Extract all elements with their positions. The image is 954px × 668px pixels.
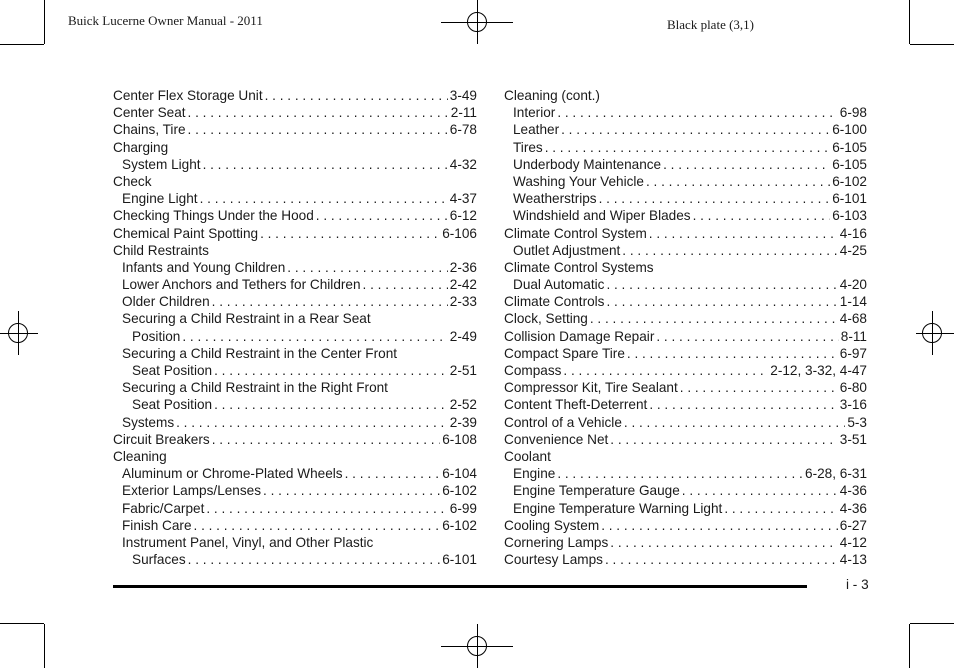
index-entry (504, 173, 867, 190)
index-entry-page: 6-106 (442, 225, 477, 241)
index-entry (504, 259, 867, 276)
header-plate-label: Black plate (3,1) (667, 17, 754, 32)
index-entry-page: 2-33 (449, 294, 477, 310)
index-entry (504, 345, 867, 362)
index-entry (113, 121, 477, 138)
dot-leader (606, 276, 837, 293)
dot-leader (214, 362, 448, 379)
index-entry-term: Interior (513, 105, 556, 121)
index-entry-term: Engine Light (122, 191, 198, 207)
dot-leader (563, 362, 768, 379)
dot-leader (316, 207, 448, 224)
index-entry (504, 482, 867, 499)
index-entry-term: Seat Position (132, 397, 213, 413)
index-entry (113, 87, 477, 104)
dot-leader (627, 345, 838, 362)
index-entry-page: 6-102 (442, 517, 477, 533)
index-entry-term: Circuit Breakers (113, 431, 210, 447)
index-entry-term: Chemical Paint Spotting (113, 225, 259, 241)
index-column-right (504, 87, 867, 568)
dot-leader (680, 379, 838, 396)
index-entry-term: Outlet Adjustment (513, 242, 621, 258)
index-entry-page: 2-12, 3-32, 4-47 (770, 363, 867, 378)
dot-leader (624, 414, 845, 431)
index-entry-term: Courtesy Lamps (504, 552, 603, 568)
dot-leader (345, 465, 441, 482)
index-entry (504, 328, 867, 345)
index-entry-term: Cleaning (cont.) (504, 88, 600, 103)
index-entry (113, 551, 477, 568)
index-entry-page: 2-11 (450, 105, 477, 121)
index-entry-page: 6-27 (839, 517, 867, 533)
index-entry-term: Center Flex Storage Unit (113, 88, 263, 103)
dot-leader (663, 156, 830, 173)
index-entry-term: Engine (513, 466, 556, 482)
index-entry-term: Fabric/Carpet (122, 500, 205, 516)
index-entry-term: Checking Things Under the Hood (113, 208, 314, 224)
dot-leader (557, 104, 837, 121)
dot-leader (601, 517, 838, 534)
index-entry (504, 310, 867, 327)
index-entry-term: Surfaces (132, 552, 186, 568)
index-entry (504, 276, 867, 293)
index-entry-page: 4-16 (839, 225, 867, 241)
dot-leader (649, 225, 838, 242)
index-entry-page: 4-36 (839, 500, 867, 516)
index-entry-term: Aluminum or Chrome-Plated Wheels (122, 466, 343, 482)
index-entry-page: 4-36 (839, 483, 867, 499)
index-entry (504, 396, 867, 413)
index-entry-page: 4-20 (839, 277, 867, 293)
index-entry-term: Cleaning (113, 448, 167, 464)
index-entry (113, 190, 477, 207)
dot-leader (263, 482, 440, 499)
dot-leader (194, 517, 441, 534)
index-entry-term: Tires (513, 139, 543, 155)
index-entry (113, 431, 477, 448)
dot-leader (693, 207, 831, 224)
index-entry-term: Climate Controls (504, 294, 605, 310)
index-entry (504, 500, 867, 517)
index-entry (113, 293, 477, 310)
index-entry-term: Charging (113, 139, 169, 155)
index-entry-page: 2-49 (449, 328, 477, 344)
index-entry-term: Content Theft-Deterrent (504, 397, 648, 413)
index-entry-term: Cornering Lamps (504, 534, 609, 550)
dot-leader (606, 293, 837, 310)
index-entry (113, 517, 477, 534)
index-entry-page: 6-80 (839, 380, 867, 396)
index-entry-term: Systems (122, 414, 175, 430)
index-entry-page: 6-108 (442, 431, 477, 447)
dot-leader (646, 173, 830, 190)
index-entry-page: 6-100 (832, 122, 867, 138)
index-entry-page: 4-12 (839, 534, 867, 550)
index-entry (113, 396, 477, 413)
index-entry-page: 6-102 (832, 173, 867, 189)
index-entry-page: 6-105 (832, 139, 867, 155)
index-entry (113, 328, 477, 345)
index-entry (113, 414, 477, 431)
index-entry-term: Securing a Child Restraint in the Right Front (122, 380, 388, 396)
dot-leader (622, 242, 837, 259)
index-entry-term: Collision Damage Repair (504, 328, 655, 344)
dot-leader (561, 121, 830, 138)
dot-leader (287, 259, 448, 276)
index-entry-term: Compact Spare Tire (504, 345, 625, 361)
page-number: i - 3 (846, 577, 869, 592)
index-entry-term: Washing Your Vehicle (513, 173, 644, 189)
dot-leader (212, 293, 448, 310)
index-entry (113, 139, 477, 156)
index-entry (504, 534, 867, 551)
index-entry (113, 500, 477, 517)
index-entry (113, 482, 477, 499)
footer-rule (113, 585, 807, 588)
dot-leader (188, 121, 448, 138)
index-entry-term: Underbody Maintenance (513, 156, 662, 172)
index-entry-term: Climate Control Systems (504, 259, 654, 275)
dot-leader (656, 328, 838, 345)
index-entry-term: Engine Temperature Warning Light (513, 500, 723, 516)
index-entry-term: Coolant (504, 448, 551, 464)
index-entry (113, 379, 477, 396)
index-entry (113, 345, 477, 362)
index-entry (504, 139, 867, 156)
index-entry (504, 156, 867, 173)
index-entry-page: 6-78 (449, 122, 477, 138)
index-entry (504, 242, 867, 259)
index-entry (113, 173, 477, 190)
index-entry (113, 310, 477, 327)
index-entry-page: 4-68 (839, 311, 867, 327)
index-entry-term: Exterior Lamps/Lenses (122, 483, 262, 499)
index-entry-term: Leather (513, 122, 560, 138)
dot-leader (214, 396, 448, 413)
index-entry (504, 104, 867, 121)
index-entry-term: Check (113, 173, 152, 189)
index-entry-page: 6-97 (839, 345, 867, 361)
index-entry-term: Older Children (122, 294, 210, 310)
dot-leader (682, 482, 838, 499)
dot-leader (610, 534, 838, 551)
index-entry-page: 3-16 (839, 397, 867, 413)
index-entry-term: Infants and Young Children (122, 259, 286, 275)
index-entry-page: 6-101 (442, 552, 477, 568)
index-entry-term: Clock, Setting (504, 311, 588, 327)
index-entry-page: 4-37 (449, 191, 477, 207)
index-entry-term: Lower Anchors and Tethers for Children (122, 277, 361, 293)
index-entry (113, 362, 477, 379)
index-entry (113, 534, 477, 551)
dot-leader (599, 190, 831, 207)
index-entry-term: Cooling System (504, 517, 600, 533)
index-entry-term: System Light (122, 156, 201, 172)
index-entry-page: 1-14 (839, 294, 867, 310)
index-entry-page: 6-105 (832, 156, 867, 172)
header-manual-title: Buick Lucerne Owner Manual - 2011 (68, 13, 263, 28)
index-entry-term: Child Restraints (113, 242, 209, 258)
index-entry (504, 121, 867, 138)
index-entry-page: 2-39 (449, 414, 477, 430)
index-entry (504, 517, 867, 534)
index-entry-term: Instrument Panel, Vinyl, and Other Plastic (122, 534, 374, 550)
index-entry (113, 242, 477, 259)
dot-leader (200, 190, 448, 207)
index-entry-term: Chains, Tire (113, 122, 186, 138)
index-entry (113, 207, 477, 224)
index-entry-page: 5-3 (847, 414, 867, 430)
dot-leader (590, 310, 838, 327)
index-entry-page: 6-98 (839, 105, 867, 121)
index-entry-term: Seat Position (132, 363, 213, 378)
index-entry-page: 6-102 (442, 483, 477, 499)
dot-leader (649, 396, 837, 413)
index-entry (504, 225, 867, 242)
index-entry-term: Compressor Kit, Tire Sealant (504, 380, 678, 396)
dot-leader (724, 500, 837, 517)
index-entry-term: Position (132, 328, 181, 344)
index-entry (113, 276, 477, 293)
index-entry-page: 4-32 (449, 156, 477, 172)
index-entry-page: 2-36 (449, 259, 477, 275)
dot-leader (182, 328, 447, 345)
index-entry (113, 465, 477, 482)
index-entry (113, 259, 477, 276)
index-entry-page: 2-51 (449, 363, 477, 378)
index-entry-page: 6-101 (832, 191, 867, 207)
dot-leader (206, 500, 447, 517)
index-entry-page: 3-51 (839, 431, 867, 447)
index-entry-page: 6-28, 6-31 (805, 466, 867, 482)
index-entry-page: 6-103 (832, 208, 867, 224)
dot-leader (188, 104, 449, 121)
index-entry-term: Dual Automatic (513, 277, 605, 293)
index-entry-term: Climate Control System (504, 225, 647, 241)
index-entry-page: 2-42 (449, 277, 477, 293)
index-entry (113, 104, 477, 121)
dot-leader (212, 431, 441, 448)
dot-leader (545, 139, 831, 156)
index-entry-page: 2-52 (449, 397, 477, 413)
index-entry-term: Securing a Child Restraint in a Rear Seat (122, 311, 371, 327)
index-entry-term: Compass (504, 363, 562, 378)
index-entry-term: Finish Care (122, 517, 192, 533)
dot-leader (557, 465, 803, 482)
index-entry (504, 362, 867, 379)
index-entry (504, 431, 867, 448)
dot-leader (260, 225, 440, 242)
dot-leader (176, 414, 448, 431)
index-entry-page: 6-99 (449, 500, 477, 516)
index-entry (504, 87, 867, 104)
index-entry-term: Windshield and Wiper Blades (513, 208, 691, 224)
dot-leader (188, 551, 441, 568)
index-entry-term: Convenience Net (504, 431, 609, 447)
index-entry (504, 448, 867, 465)
index-entry-term: Securing a Child Restraint in the Center Front (122, 345, 398, 361)
index-entry (504, 465, 867, 482)
index-entry-page: 6-104 (442, 466, 477, 482)
index-entry-term: Center Seat (113, 105, 186, 121)
dot-leader (610, 431, 837, 448)
index-entry (113, 448, 477, 465)
index-entry (504, 414, 867, 431)
index-entry (504, 207, 867, 224)
index-entry (113, 225, 477, 242)
index-entry-term: Weatherstrips (513, 191, 597, 207)
index-entry (504, 551, 867, 568)
dot-leader (203, 156, 448, 173)
index-entry-page: 8-11 (840, 328, 867, 344)
index-entry-page: 6-12 (449, 208, 477, 224)
index-entry-term: Engine Temperature Gauge (513, 483, 680, 499)
dot-leader (265, 87, 448, 104)
index-entry-term: Control of a Vehicle (504, 414, 622, 430)
index-entry-page: 4-25 (839, 242, 867, 258)
index-entry (504, 190, 867, 207)
index-entry (113, 156, 477, 173)
index-entry (504, 293, 867, 310)
dot-leader (363, 276, 448, 293)
index-entry (504, 379, 867, 396)
index-entry-page: 3-49 (449, 88, 477, 103)
index-entry-page: 4-13 (839, 552, 867, 568)
index-column-left (113, 87, 477, 568)
dot-leader (605, 551, 838, 568)
